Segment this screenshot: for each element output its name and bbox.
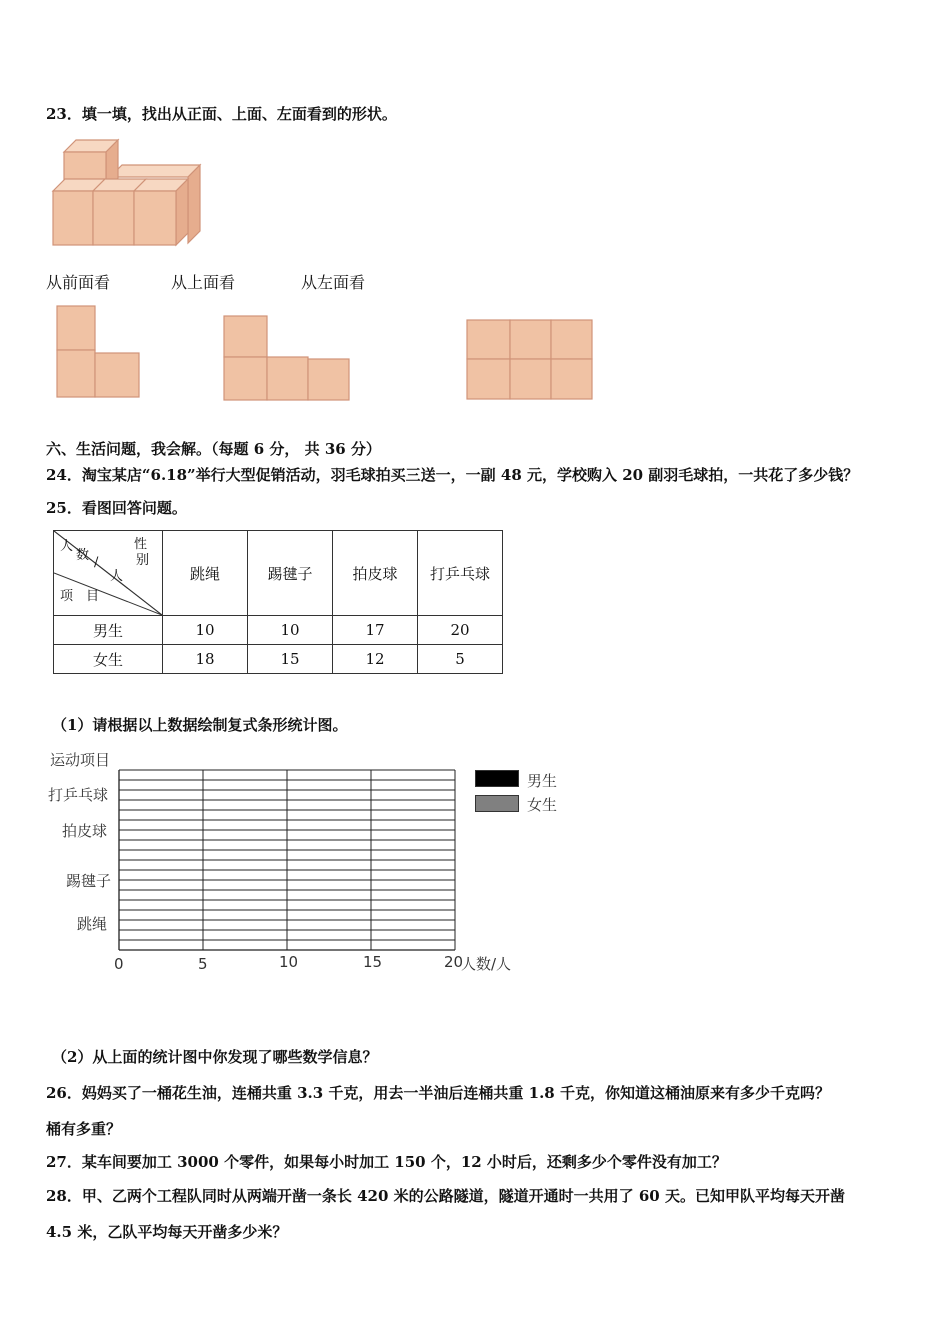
legend-label-boys: 男生 — [527, 772, 558, 790]
table-col-header: 拍皮球 — [333, 531, 418, 616]
table-row-label: 女生 — [54, 645, 163, 674]
label-top-view: 从上面看 — [171, 273, 236, 292]
diag-char: 别 — [136, 553, 150, 568]
label-left-view: 从左面看 — [301, 273, 366, 292]
table-cell: 17 — [333, 616, 418, 645]
legend-swatch-boys — [475, 770, 519, 787]
q28-text-line1: 28．甲、乙两个工程队同时从两端开凿一条长 420 米的公路隧道，隧道开通时一共用了 60 天。已知甲队平均每天开凿 — [46, 1187, 845, 1205]
q25-sub2-text: （2）从上面的统计图中你发现了哪些数学信息？ — [52, 1048, 378, 1066]
table-row — [54, 616, 503, 645]
legend-label-girls: 女生 — [527, 796, 558, 814]
chart-x-tick: 0 — [114, 955, 124, 973]
chart-y-axis-title: 运动项目 — [50, 751, 111, 769]
q25-data-table — [53, 530, 503, 674]
chart-category-label: 拍皮球 — [62, 822, 108, 840]
table-cell: 5 — [418, 645, 503, 674]
table-cell: 12 — [333, 645, 418, 674]
q26-text-line2: 桶有多重？ — [46, 1120, 122, 1138]
q28-text-line2: 4.5 米，乙队平均每天开凿多少米？ — [46, 1223, 288, 1241]
q26-text-line1: 26．妈妈买了一桶花生油，连桶共重 3.3 千克，用去一半油后连桶共重 1.8 千克，你知道这桶油原来有多少千克吗？ — [46, 1084, 830, 1102]
table-row — [54, 645, 503, 674]
table-cell: 20 — [418, 616, 503, 645]
table-col-header: 跳绳 — [163, 531, 248, 616]
diag-char: 性 — [134, 537, 148, 552]
q24-text: 24．淘宝某店“6.18”举行大型促销活动，羽毛球拍买三送一，一副 48 元，学校购入 20 副羽毛球拍，一共花了多少钱？ — [46, 466, 859, 484]
chart-x-tick: 10 — [279, 953, 299, 971]
chart-x-tick: 15 — [363, 953, 383, 971]
diag-char: 项 — [60, 589, 74, 604]
chart-x-tick: 5 — [198, 955, 208, 973]
chart-category-label: 跳绳 — [77, 915, 108, 933]
table-header-diagonal-cell — [54, 531, 163, 616]
table-cell: 10 — [163, 616, 248, 645]
table-row-label: 男生 — [54, 616, 163, 645]
front-view-shape — [57, 306, 139, 397]
section-6-heading: 六、生活问题，我会解。（每题 6 分， 共 36 分） — [46, 440, 381, 458]
table-col-header: 打乒乓球 — [418, 531, 503, 616]
label-front-view: 从前面看 — [46, 273, 111, 292]
chart-x-tick: 20 — [444, 953, 464, 971]
cube-stack — [53, 140, 200, 245]
legend-swatch-girls — [475, 795, 519, 812]
table-cell: 18 — [163, 645, 248, 674]
diag-char: 人 — [60, 539, 74, 554]
diag-char: 人 — [110, 569, 124, 584]
left-view-shape — [467, 320, 592, 399]
chart-category-label: 踢毽子 — [66, 872, 112, 890]
q23-text: 23．填一填，找出从正面、上面、左面看到的形状。 — [46, 105, 397, 123]
q25-text: 25．看图回答问题。 — [46, 499, 187, 517]
table-cell: 15 — [248, 645, 333, 674]
q25-sub1-text: （1）请根据以上数据绘制复式条形统计图。 — [52, 716, 348, 734]
diag-char: / — [94, 555, 99, 570]
table-cell: 10 — [248, 616, 333, 645]
chart-x-axis-title: 人数/人 — [461, 955, 512, 973]
diag-char: 目 — [86, 589, 100, 604]
diag-char: 数 — [76, 548, 90, 563]
top-view-shape — [224, 316, 349, 400]
q27-text: 27．某车间要加工 3000 个零件，如果每小时加工 150 个，12 小时后，还剩多少个零件没有加工？ — [46, 1153, 727, 1171]
chart-category-label: 打乒乓球 — [48, 786, 109, 804]
table-col-header: 踢毽子 — [248, 531, 333, 616]
